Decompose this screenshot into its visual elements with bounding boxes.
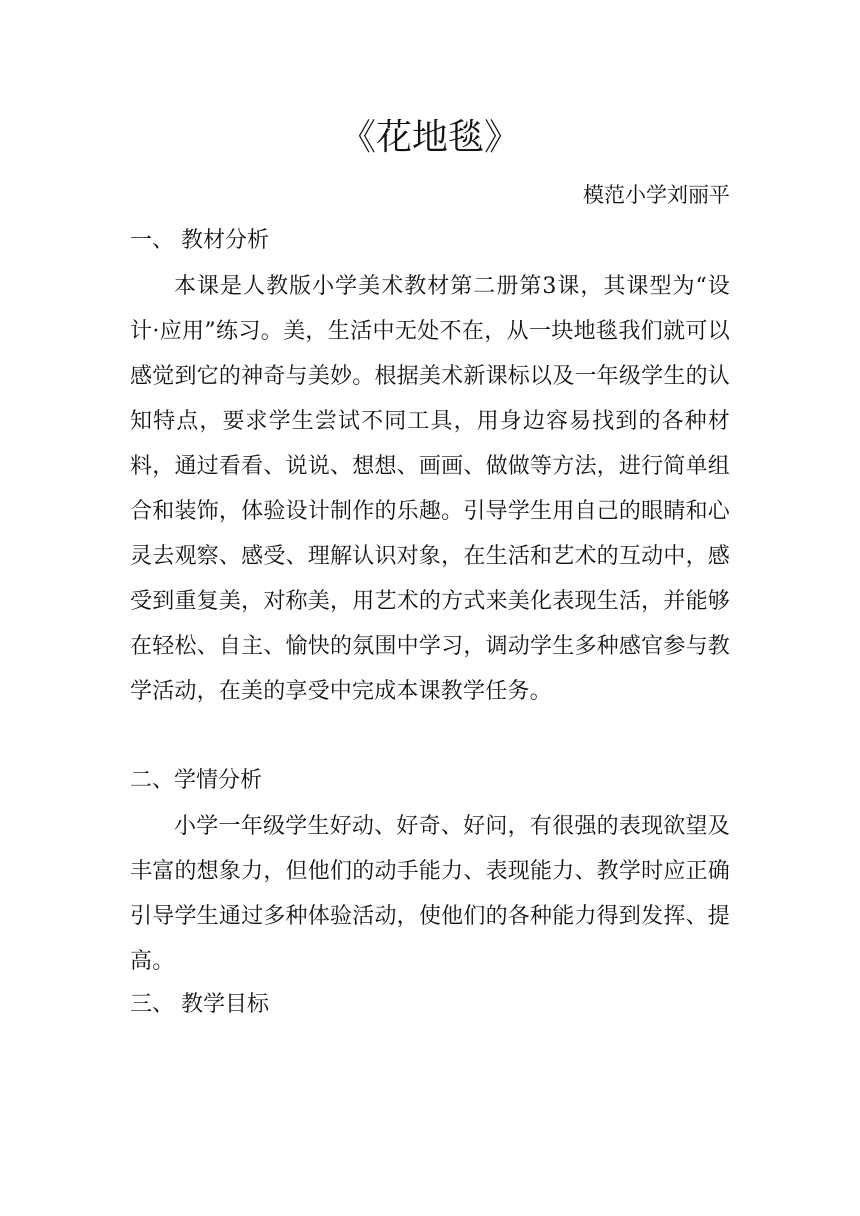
document-page [130, 0, 730, 1216]
author-line: 模范小学刘丽平 [583, 183, 730, 207]
section-paragraph-materials: 本课是人教版小学美术教材第二册第3课，其课型为“设计·应用”练习。美，生活中无处不在，从一块地毯我们就可以感觉到它的神奇与美妙。根据美术新课标以及一年级学生的认知特点，要求学生尝试不同工具，用身边容易找到的各种材料，通过看看、说说、想想、画画、做做等方法，进行简单组合和装饰，体验设计制作的乐趣。引导学生用自己的眼睛和心灵去观察、感受、理解认识对象，在生活和艺术的互动中，感受到重复美，对称美，用艺术的方式来美化表现生活，并能够在轻松、自主、愉快的氛围中学习，调动学生多种感官参与教学活动，在美的享受中完成本课教学任务。 [130, 274, 730, 704]
document-title: 《花地毯》 [339, 117, 520, 158]
section-heading-students: 二、学情分析 [130, 768, 263, 793]
section-heading-materials: 一、 教材分析 [130, 228, 269, 253]
section-heading-objectives: 三、 教学目标 [130, 992, 269, 1017]
section-paragraph-students: 小学一年级学生好动、好奇、好问，有很强的表现欲望及丰富的想象力，但他们的动手能力、表现能力、教学时应正确引导学生通过多种体验活动，使他们的各种能力得到发挥、提高。 [130, 814, 730, 974]
